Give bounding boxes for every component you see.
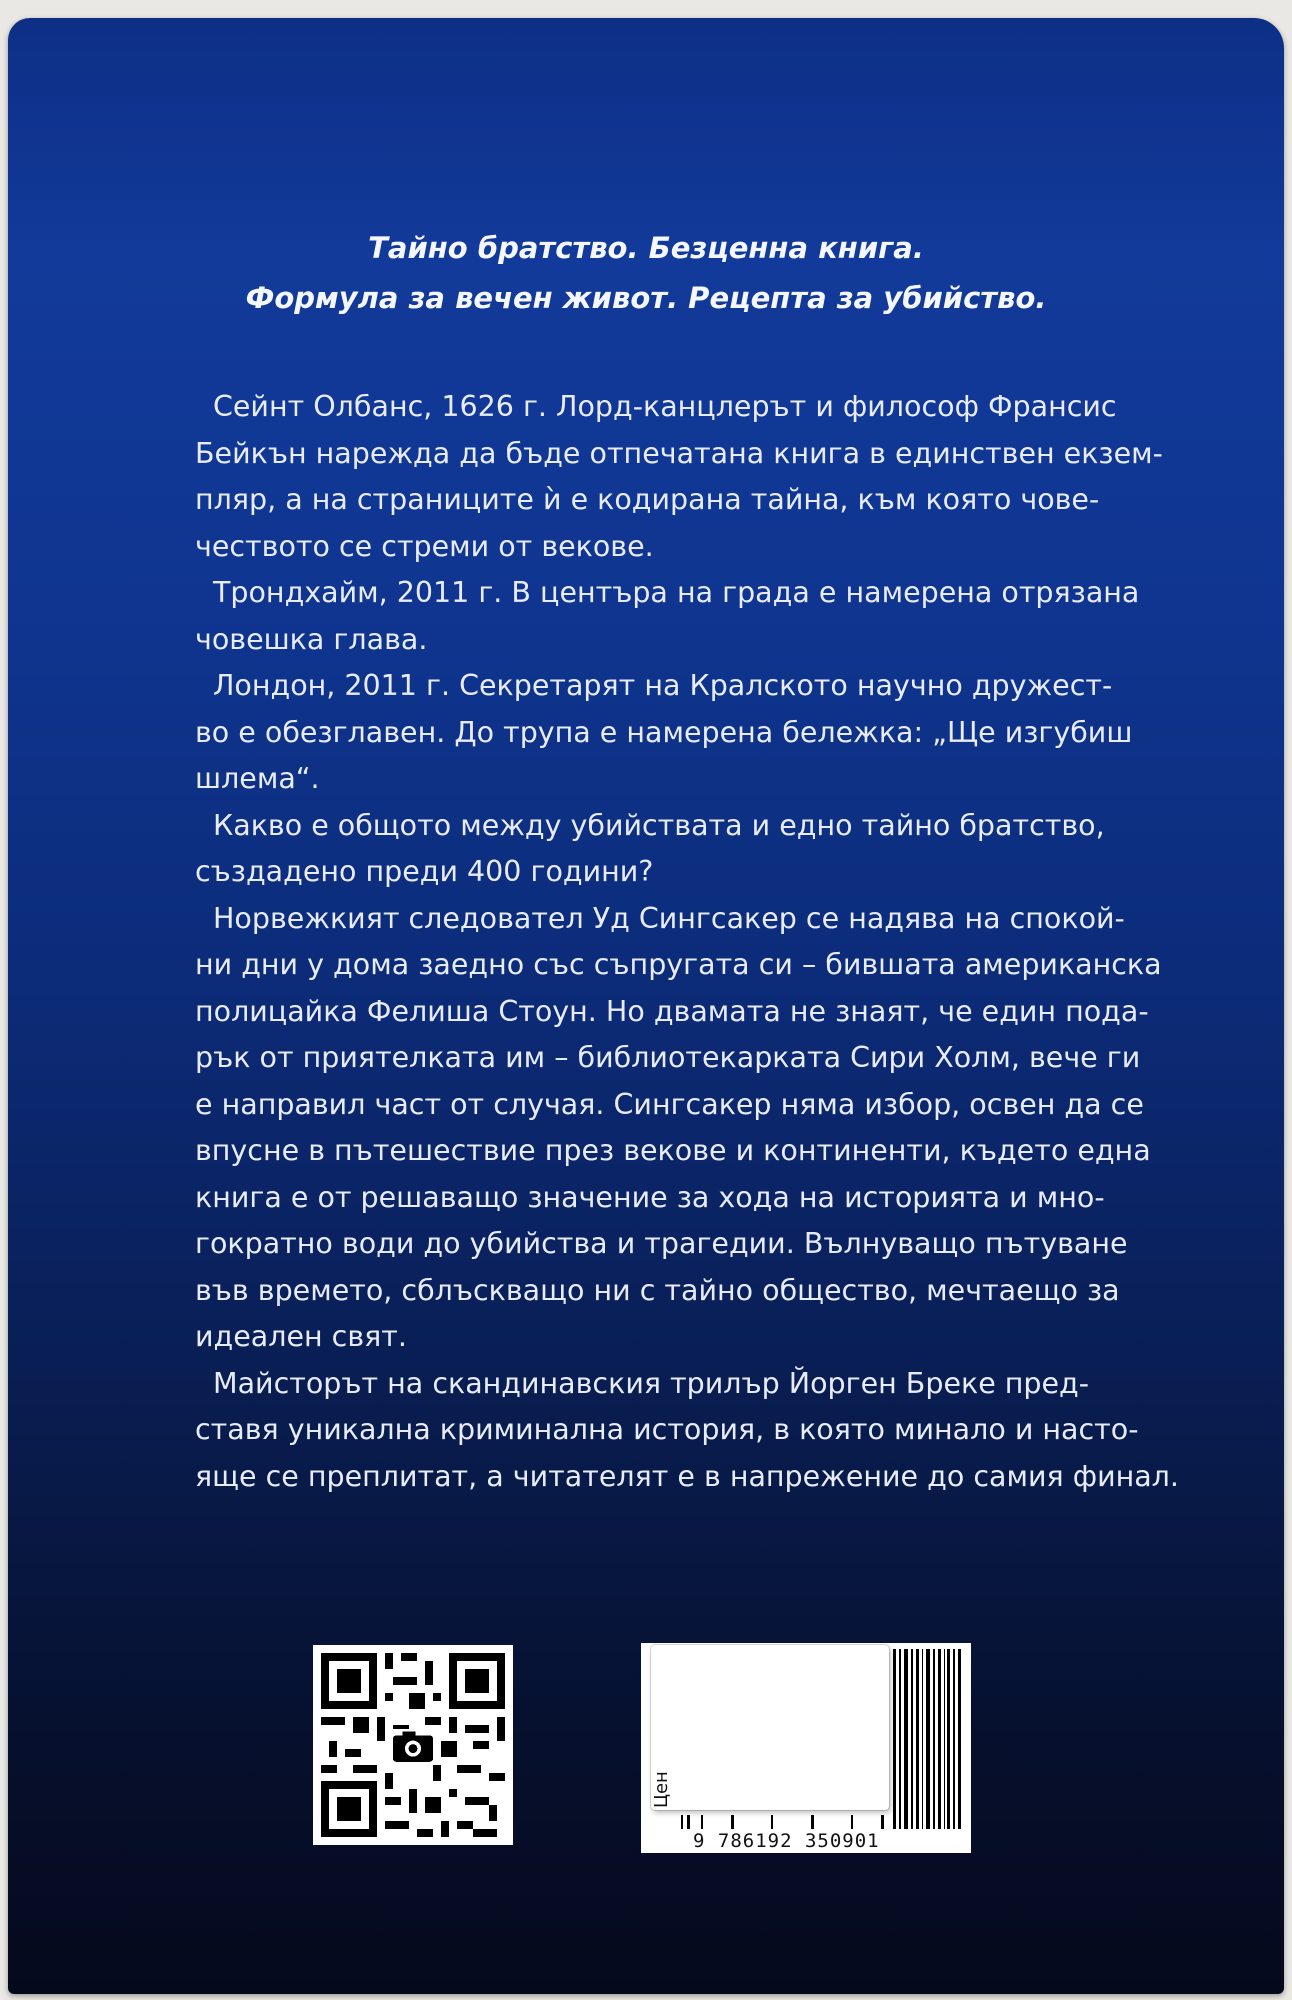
- blurb-line: човешка глава.: [195, 622, 428, 656]
- blurb-line: Майсторът на скандинавския трилър Йорген Бреке пред-: [213, 1366, 1090, 1400]
- blurb-line: идеален свят.: [195, 1320, 407, 1353]
- price-label: Цен: [651, 1771, 672, 1808]
- tagline: [8, 223, 1284, 323]
- blurb-line: Трондхайм, 2011 г. В центъра на града е намерена отрязана: [213, 576, 1140, 609]
- blurb-line: яще се преплитат, а читателят е в напрежение до самия финал.: [195, 1459, 1179, 1493]
- blurb-line: во е обезглавен. До трупа е намерена бележка: „Ще изгубиш: [195, 715, 1133, 749]
- blurb-line: Лондон, 2011 г. Секретарят на Кралското научно дружест-: [213, 669, 1113, 702]
- blurb-line: шлема“.: [195, 762, 320, 795]
- blurb-line: е направил част от случая. Сингсакер няма избор, освен да се: [195, 1087, 1144, 1121]
- blurb-line: във времето, сблъскващо ни с тайно общество, мечтаещо за: [195, 1273, 1120, 1307]
- blurb-line: Какво е общото между убийствата и едно тайно братство,: [213, 808, 1105, 842]
- blurb-line: ставя уникална криминална история, в която минало и насто-: [195, 1413, 1139, 1446]
- blurb-line: пляр, а на страниците ѝ е кодирана тайна, към която чове-: [195, 483, 1100, 516]
- blurb-line: Бейкън нарежда да бъде отпечатана книга в единствен екзем-: [195, 436, 1163, 470]
- blurb-line: впусне в пътешествие през векове и континенти, където една: [195, 1134, 1151, 1167]
- blurb-line: ни дни у дома заедно със съпругата си – бившата американска: [195, 948, 1162, 981]
- blurb-text: [195, 384, 1179, 1500]
- camera-icon: [393, 1731, 433, 1761]
- book-back-cover: [8, 18, 1284, 1994]
- blurb-line: гократно води до убийства и трагедии. Вълнуващо пътуване: [195, 1227, 1128, 1260]
- blurb-line: полицайка Фелиша Стоун. Но двамата не знаят, че един пода-: [195, 994, 1149, 1028]
- blurb-line: рък от приятелката им – библиотекарката Сири Холм, вече ги: [195, 1041, 1141, 1074]
- tagline-line-2: Формула за вечен живот. Рецепта за убийство.: [245, 281, 1047, 315]
- blurb-line: Норвежкият следовател Уд Сингсакер се надява на спокой-: [213, 901, 1125, 935]
- price-sticker: [651, 1645, 889, 1810]
- blurb-line: чеството се стреми от векове.: [195, 529, 654, 563]
- tagline-line-1: Тайно братство. Безценна книга.: [368, 231, 924, 265]
- blurb-line: Сейнт Олбанс, 1626 г. Лорд-канцлерът и философ Франсис: [213, 390, 1117, 423]
- blurb-line: създадено преди 400 години?: [195, 855, 654, 888]
- isbn-number: 9 786192 350901: [693, 1830, 880, 1852]
- blurb-line: книга е от решаващо значение за хода на историята и мно-: [195, 1180, 1105, 1214]
- qr-code-icon: [313, 1645, 513, 1845]
